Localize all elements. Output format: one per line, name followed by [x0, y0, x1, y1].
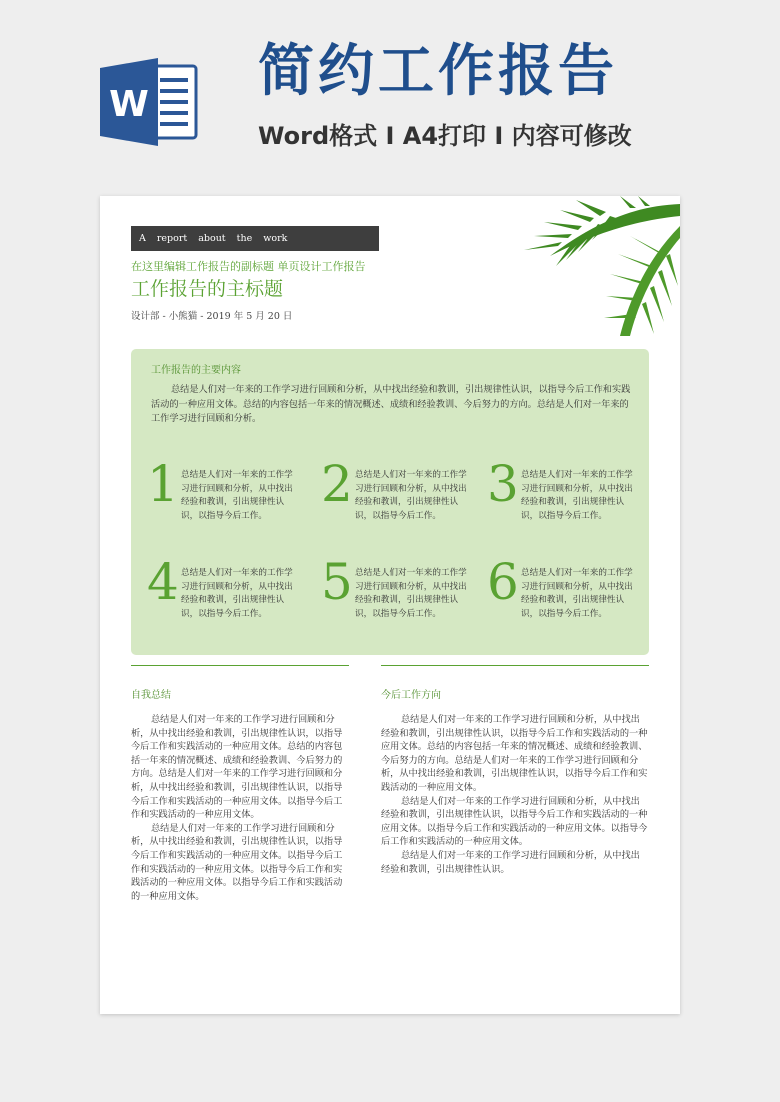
future-direction-section [381, 682, 649, 876]
summary-paragraph: 总结是人们对一年来的工作学习进行回顾和分析，从中找出经验和教训，引出规律性认识，以指导今后工作和实践活动的一种应用文体。总结的内容包括一年来的情况概述、成绩和经验教训、今后努力的方向。总结是人们对一年来的工作学习进行回顾和分析。 [151, 384, 631, 424]
document-page [100, 196, 680, 1014]
item-text: 总结是人们对一年来的工作学习进行回顾和分析，从中找出经验和教训，引出规律性认识，以指导今后工作。 [521, 568, 633, 619]
section-body [131, 713, 349, 903]
summary-item-5 [321, 553, 491, 619]
section-paragraph: 总结是人们对一年来的工作学习进行回顾和分析，从中找出经验和教训，引出规律性认识，以指导今后工作和实践活动的一种应用文体。以指导今后工作和实践活动的一种应用文体。以指导今后工作和实践活动的一种应用文体。 [381, 795, 648, 848]
item-text: 总结是人们对一年来的工作学习进行回顾和分析，从中找出经验和教训，引出规律性认识，以指导今后工作。 [521, 470, 633, 521]
summary-heading: 工作报告的主要内容 [151, 365, 241, 376]
section-divider [381, 665, 649, 666]
item-number: 6 [487, 553, 519, 611]
section-title: 今后工作方向 [381, 690, 441, 701]
section-paragraph: 总结是人们对一年来的工作学习进行回顾和分析，从中找出经验和教训，引出规律性认识。 [381, 849, 640, 875]
section-paragraph: 总结是人们对一年来的工作学习进行回顾和分析，从中找出经验和教训，引出规律性认识，以指导今后工作和实践活动的一种应用文体。以指导今后工作和实践活动的一种应用文体。以指导今后工作和实践活动的一种应用文体。以指导今后工作和实践活动的一种应用文体。 [131, 822, 343, 902]
summary-item-1 [147, 455, 317, 521]
item-text: 总结是人们对一年来的工作学习进行回顾和分析，从中找出经验和教训，引出规律性认识，以指导今后工作。 [355, 568, 467, 619]
summary-item-2 [321, 455, 491, 521]
item-text: 总结是人们对一年来的工作学习进行回顾和分析，从中找出经验和教训，引出规律性认识，以指导今后工作。 [181, 470, 293, 521]
word-logo-letter: W [109, 84, 149, 125]
self-summary-section [131, 682, 349, 903]
item-number: 5 [321, 553, 353, 611]
item-number: 4 [147, 553, 179, 611]
item-text: 总结是人们对一年来的工作学习进行回顾和分析，从中找出经验和教训，引出规律性认识，以指导今后工作。 [355, 470, 467, 521]
section-title: 自我总结 [131, 690, 171, 701]
item-number: 1 [147, 455, 179, 513]
section-body [381, 713, 649, 876]
section-divider [131, 665, 349, 666]
section-paragraph: 总结是人们对一年来的工作学习进行回顾和分析，从中找出经验和教训，引出规律性认识，以指导今后工作和实践活动的一种应用文体。总结的内容包括一年来的情况概述、成绩和经验教训、今后努力的方向。总结是人们对一年来的工作学习进行回顾和分析，从中找出经验和教训，引出规律性认识，以指导今后工作和实践活动的一种应用文体。以指导今后工作和实践活动的一种应用文体。 [131, 714, 343, 821]
summary-box [131, 349, 649, 655]
english-title-bar: A report about the work [131, 226, 379, 251]
summary-item-4 [147, 553, 317, 619]
item-number: 3 [487, 455, 519, 513]
item-text: 总结是人们对一年来的工作学习进行回顾和分析，从中找出经验和教训，引出规律性认识，以指导今后工作。 [181, 568, 293, 619]
summary-item-6 [487, 553, 657, 619]
page-title: 简约工作报告 [258, 39, 618, 104]
page-subtitle: Word格式 I A4打印 I 内容可修改 [258, 122, 632, 150]
item-number: 2 [321, 455, 353, 513]
word-logo-icon [100, 56, 200, 148]
report-meta: 设计部 - 小熊猫 - 2019 年 5 月 20 日 [131, 311, 293, 322]
summary-item-3 [487, 455, 657, 521]
report-subtitle: 在这里编辑工作报告的副标题 单页设计工作报告 [131, 260, 366, 273]
section-paragraph: 总结是人们对一年来的工作学习进行回顾和分析，从中找出经验和教训，引出规律性认识，以指导今后工作和实践活动的一种应用文体。总结的内容包括一年来的情况概述、成绩和经验教训、今后努力的方向。总结是人们对一年来的工作学习进行回顾和分析，从中找出经验和教训，引出规律性认识，以指导今后工作和实践活动的一种应用文体。 [381, 714, 648, 793]
report-main-title: 工作报告的主标题 [131, 278, 284, 300]
palm-leaf-icon [480, 196, 680, 336]
